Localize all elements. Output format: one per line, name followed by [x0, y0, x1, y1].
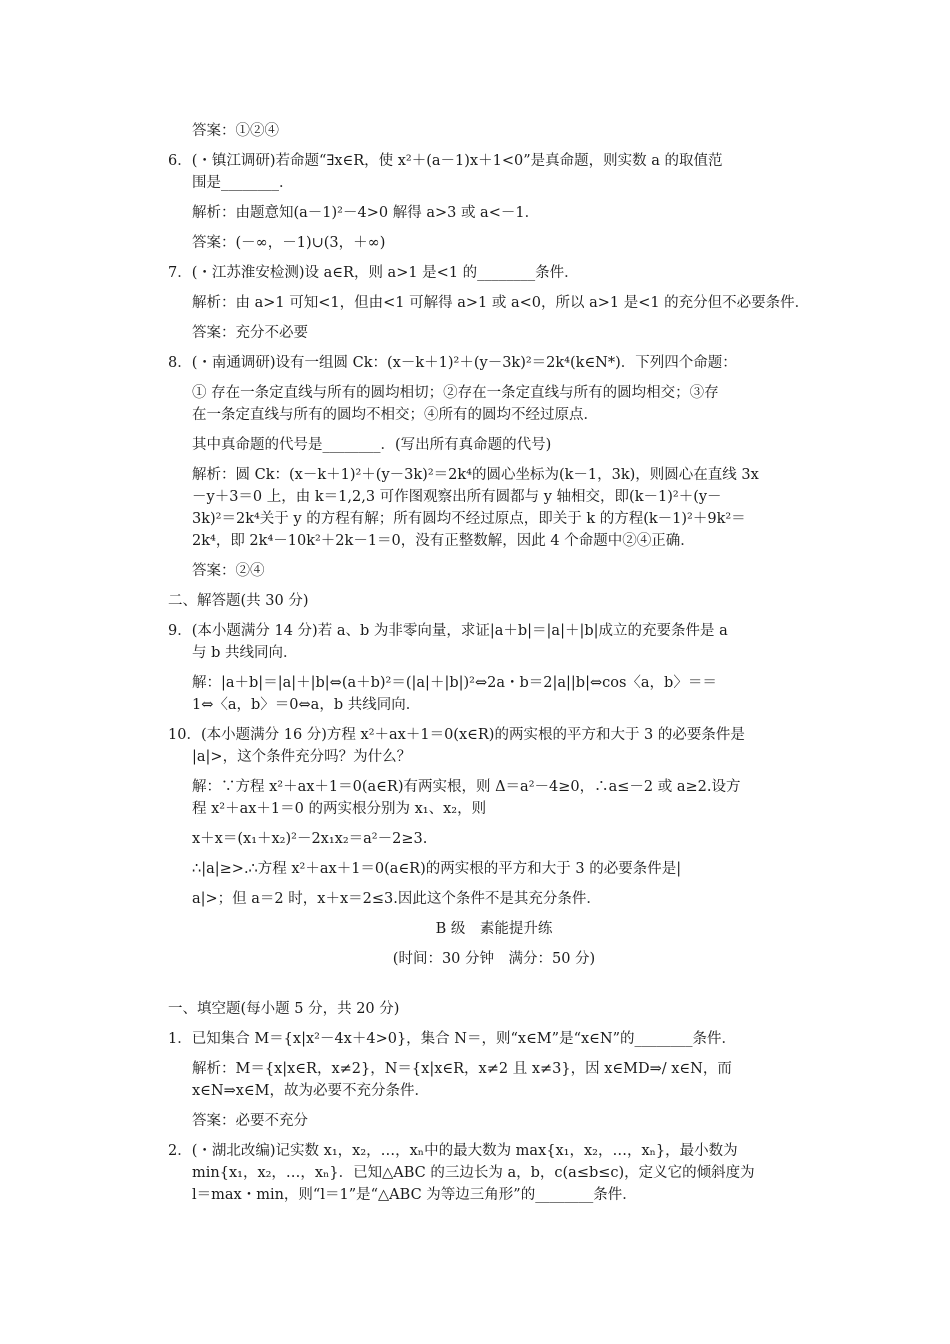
question-10-solution-5: a|>；但 a＝2 时，x＋x＝2≤3.因此这个条件不是其充分条件．: [192, 891, 601, 907]
b-question-1-analysis-1: 解析：M＝{x|x∈R，x≠2}，N＝{x|x∈R，x≠2 且 x≠3}，因 x∈MD⇒/ x∈N，而: [192, 1061, 732, 1077]
b-question-1-line-1: 1．已知集合 M＝{x|x²－4x＋4>0}，集合 N＝，则“x∈M”是“x∈N”的________条件．: [168, 1031, 736, 1047]
question-10-solution-3: x＋x＝(x₁＋x₂)²－2x₁x₂＝a²－2≥3.: [192, 831, 428, 847]
question-8-analysis-4: 2k⁴，即 2k⁴－10k²＋2k－1＝0，没有正整数解，因此 4 个命题中②④正确．: [192, 533, 695, 549]
question-6-analysis: 解析：由题意知(a－1)²－4>0 解得 a>3 或 a<－1．: [192, 205, 540, 221]
question-8-line-2: ① 存在一条定直线与所有的圆均相切；②存在一条定直线与所有的圆均相交；③存: [192, 385, 719, 401]
answer-line: 答案：①②④: [192, 123, 279, 139]
question-6-line-2: 围是________．: [192, 175, 294, 191]
time-and-score: (时间：30 分钟 满分：50 分): [392, 951, 596, 967]
section-heading-2: 二、解答题(共 30 分): [168, 593, 309, 609]
question-8-line-1: 8．(・南通调研)设有一组圆 Ck：(x－k＋1)²＋(y－3k)²＝2k⁴(k∈N*)．下列四个命题：: [168, 355, 737, 371]
b-question-2-line-3: l＝max・min，则“l＝1”是“△ABC 为等边三角形”的________条件．: [192, 1187, 637, 1203]
question-8-analysis-1: 解析：圆 Ck：(x－k＋1)²＋(y－3k)²＝2k⁴的圆心坐标为(k－1，3k)，则圆心在直线 3x: [192, 467, 759, 483]
document-page: [168, 120, 820, 1206]
b-question-1-analysis-2: x∈N⇒x∈M，故为必要不充分条件．: [192, 1083, 430, 1099]
question-9-line-2: 与 b 共线同向．: [192, 645, 298, 661]
b-question-1-answer: 答案：必要不充分: [192, 1113, 308, 1129]
question-8-line-3: 在一条定直线与所有的圆均不相交；④所有的圆均不经过原点．: [192, 407, 598, 423]
question-7-analysis: 解析：由 a>1 可知<1，但由<1 可解得 a>1 或 a<0，所以 a>1 是<1 的充分但不必要条件．: [192, 295, 810, 311]
question-10-line-1: 10．(本小题满分 16 分)方程 x²＋ax＋1＝0(x∈R)的两实根的平方和大于 3 的必要条件是: [168, 727, 745, 743]
question-6-line-1: 6．(・镇江调研)若命题“∃x∈R，使 x²＋(a－1)x＋1<0”是真命题，则实数 a 的取值范: [168, 153, 723, 169]
question-8-analysis-3: 3k)²＝2k⁴关于 y 的方程有解；所有圆均不经过原点，即关于 k 的方程(k－1)²＋9k²＝: [192, 511, 746, 527]
question-9-solution-2: 1⇔〈a，b〉＝0⇔a，b 共线同向．: [192, 697, 421, 713]
question-10-solution-2: 程 x²＋ax＋1＝0 的两实根分别为 x₁、x₂，则: [192, 801, 487, 817]
question-8-line-4: 其中真命题的代号是________．(写出所有真命题的代号): [192, 437, 552, 453]
question-7-line-1: 7．(・江苏淮安检测)设 a∈R，则 a>1 是<1 的________条件．: [168, 265, 579, 281]
level-b-title: B 级 素能提升练: [435, 921, 553, 937]
question-10-solution-4: ∴|a|≥>.∴方程 x²＋ax＋1＝0(a∈R)的两实根的平方和大于 3 的必要条件是|: [192, 861, 682, 877]
b-question-2-line-2: min{x₁，x₂，…，xₙ}．已知△ABC 的三边长为 a，b，c(a≤b≤c)，定义它的倾斜度为: [192, 1165, 755, 1181]
section-heading-1: 一、填空题(每小题 5 分，共 20 分): [168, 1001, 400, 1017]
question-9-solution-1: 解：|a＋b|＝|a|＋|b|⇔(a＋b)²＝(|a|＋|b|)²⇔2a・b＝2|a||b|⇔cos〈a，b〉＝＝: [192, 675, 717, 691]
b-question-2-line-1: 2．(・湖北改编)记实数 x₁，x₂，…，xₙ中的最大数为 max{x₁，x₂，…，xₙ}，最小数为: [168, 1143, 738, 1159]
question-8-analysis-2: －y＋3＝0 上，由 k＝1,2,3 可作图观察出所有圆都与 y 轴相交，即(k－1)²＋(y－: [192, 489, 722, 505]
question-8-answer: 答案：②④: [192, 563, 265, 579]
question-6-answer: 答案：(－∞，－1)∪(3，＋∞): [192, 235, 386, 251]
question-7-answer: 答案：充分不必要: [192, 325, 308, 341]
question-9-line-1: 9．(本小题满分 14 分)若 a、b 为非零向量，求证|a＋b|＝|a|＋|b|成立的充要条件是 a: [168, 623, 728, 639]
question-10-solution-1: 解：∵方程 x²＋ax＋1＝0(a∈R)有两实根，则 Δ＝a²－4≥0，∴a≤－2 或 a≥2.设方: [192, 779, 741, 795]
question-10-line-2: |a|>，这个条件充分吗？为什么？: [192, 749, 412, 765]
